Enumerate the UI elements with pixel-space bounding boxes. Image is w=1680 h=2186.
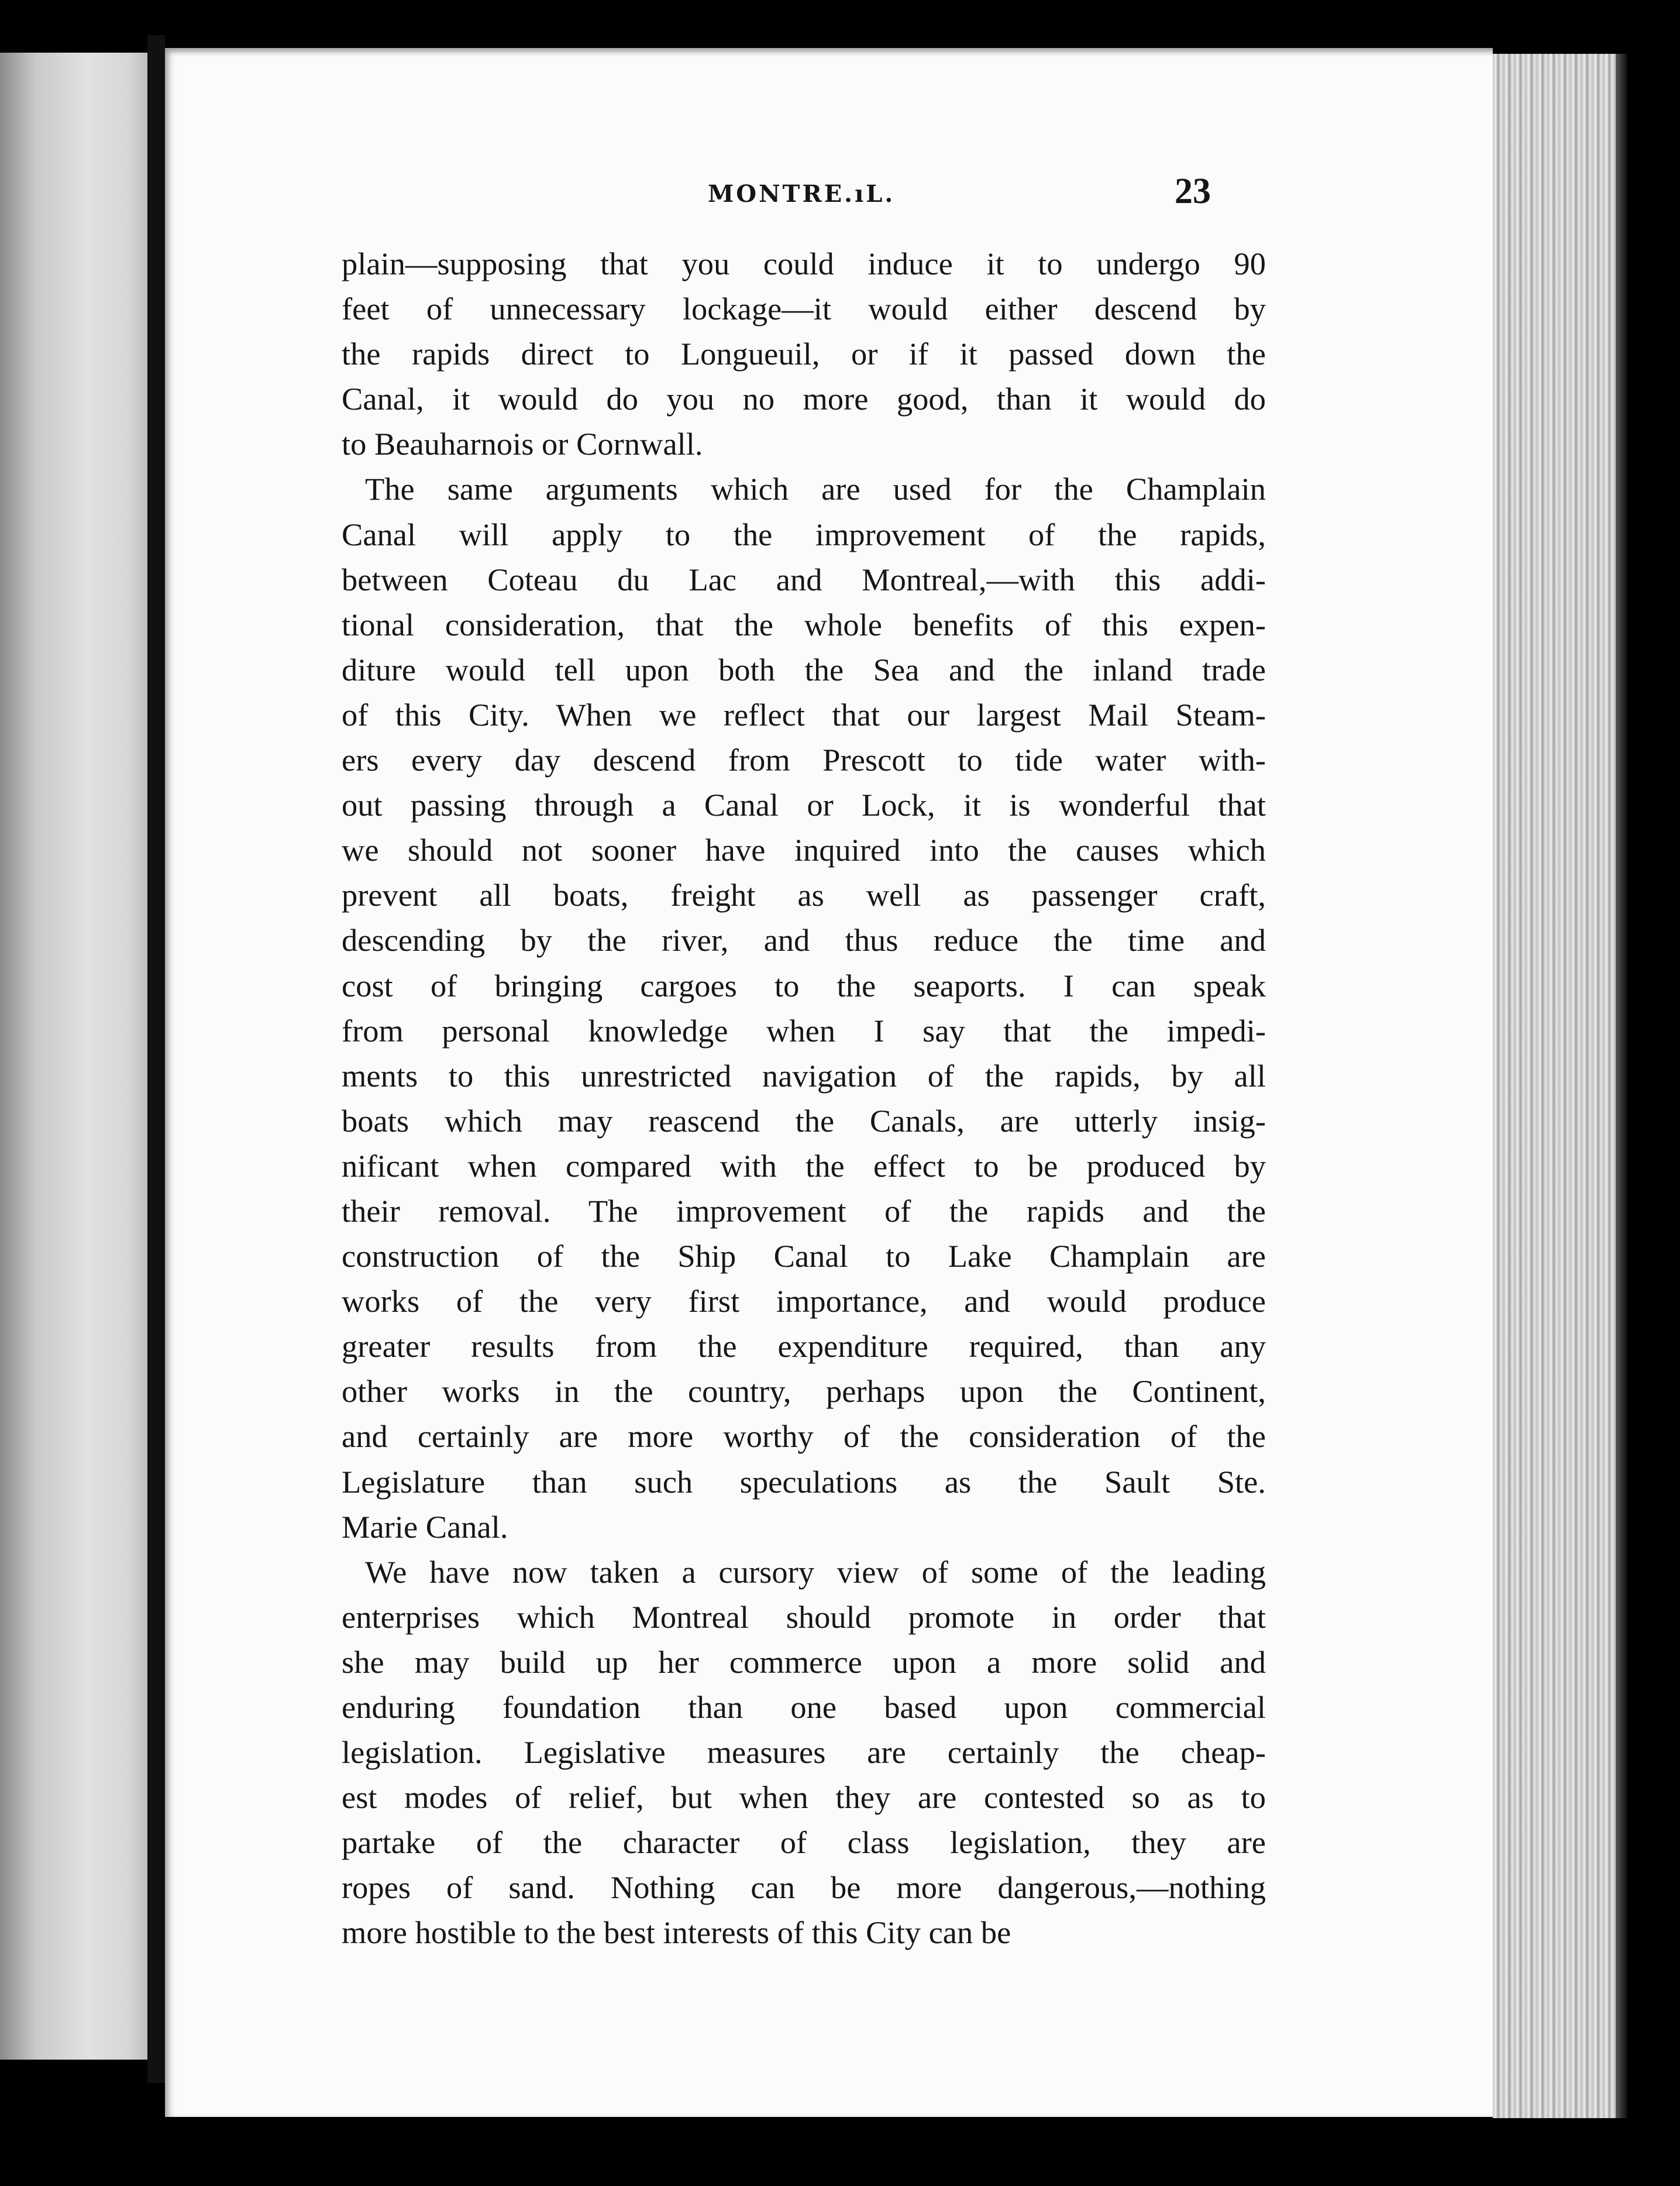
text-line: their removal. The improvement of the rapids and the [342, 1192, 1266, 1229]
text-line: enterprises which Montreal should promote in order that [342, 1599, 1266, 1635]
page-stack-edges [1493, 54, 1616, 2118]
text-line: construction of the Ship Canal to Lake Champlain are [342, 1238, 1266, 1274]
text-line: Canal will apply to the improvement of the rapids, [342, 516, 1266, 552]
text-line: boats which may reascend the Canals, are utterly insig- [342, 1102, 1266, 1139]
paragraph [342, 241, 1266, 466]
text-line: prevent all boats, freight as well as passenger craft, [342, 877, 1266, 913]
text-line: ments to this unrestricted navigation of the rapids, by all [342, 1057, 1266, 1094]
text-line: tional consideration, that the whole benefits of this expen- [342, 606, 1266, 642]
text-line: feet of unnecessary lockage—it would either descend by [342, 291, 1266, 327]
text-line: nificant when compared with the effect to be produced by [342, 1147, 1266, 1184]
body-text [342, 241, 1266, 1955]
text-line: more hostible to the best interests of this City can be [342, 1915, 1011, 1951]
text-line: greater results from the expenditure required, than any [342, 1328, 1266, 1364]
facing-page-edge [0, 53, 147, 2060]
text-line: enduring foundation than one based upon commercial [342, 1689, 1266, 1725]
text-line: the rapids direct to Longueuil, or if it passed down the [342, 336, 1266, 372]
text-line: she may build up her commerce upon a more solid and [342, 1644, 1266, 1680]
text-line: cost of bringing cargoes to the seaports. I can speak [342, 967, 1266, 1003]
text-line: from personal knowledge when I say that the impedi- [342, 1012, 1266, 1049]
text-line: The same arguments which are used for the Champlain [365, 471, 1266, 507]
text-line: Marie Canal. [342, 1508, 508, 1545]
text-line: to Beauharnois or Cornwall. [342, 426, 703, 462]
text-line: legislation. Legislative measures are certainly the cheap- [342, 1734, 1266, 1771]
text-line: other works in the country, perhaps upon the Continent, [342, 1373, 1266, 1410]
text-line: out passing through a Canal or Lock, it is wonderful that [342, 787, 1266, 823]
text-line: works of the very first importance, and would produce [342, 1283, 1266, 1319]
text-line: we should not sooner have inquired into the causes which [342, 832, 1266, 868]
text-line: est modes of relief, but when they are contested so as to [342, 1779, 1266, 1816]
paragraph [342, 1549, 1266, 1955]
text-line: and certainly are more worthy of the consideration of the [342, 1418, 1266, 1455]
text-line: descending by the river, and thus reduce the time and [342, 922, 1266, 958]
book-gutter [147, 35, 165, 2083]
text-line: diture would tell upon both the Sea and the inland trade [342, 651, 1266, 688]
page-number: 23 [1175, 171, 1211, 211]
text-line: partake of the character of class legislation, they are [342, 1824, 1266, 1861]
text-line: plain—supposing that you could induce it to undergo 90 [342, 246, 1266, 281]
text-line: of this City. When we reflect that our largest Mail Steam- [342, 696, 1266, 733]
page-edge-shadow [1616, 54, 1627, 2118]
text-line: ropes of sand. Nothing can be more dangerous,—nothing [342, 1869, 1266, 1906]
running-head: MONTRE.ıL. [708, 180, 896, 208]
text-line: Legislature than such speculations as the Sault Ste. [342, 1463, 1266, 1500]
text-line: We have now taken a cursory view of some of the leading [365, 1553, 1266, 1590]
text-line: between Coteau du Lac and Montreal,—with this addi- [342, 561, 1266, 597]
paragraph [342, 466, 1266, 1549]
text-line: Canal, it would do you no more good, than it would do [342, 381, 1266, 417]
text-line: ers every day descend from Prescott to tide water with- [342, 742, 1266, 778]
